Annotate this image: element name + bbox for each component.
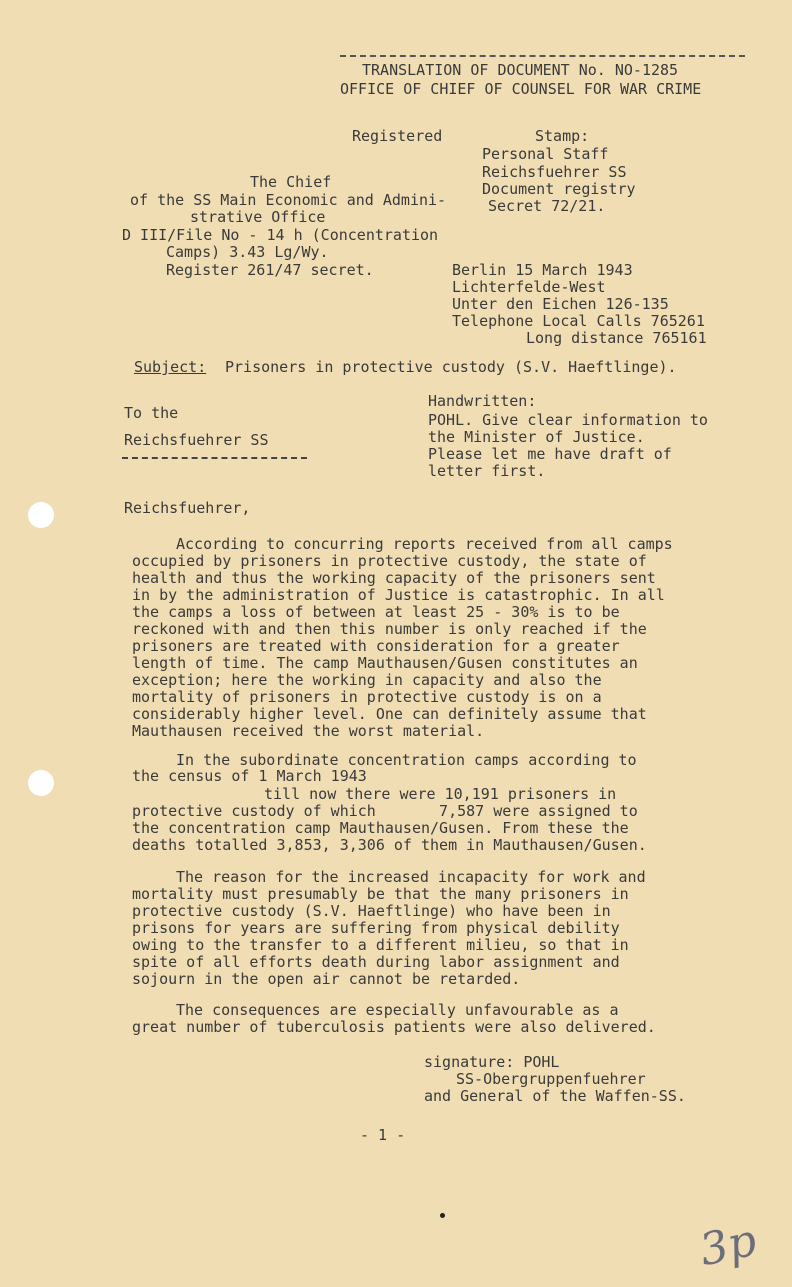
para4-line-2: great number of tuberculosis patients were also delivered.: [132, 1018, 656, 1036]
para1-line-6: reckoned with and then this number is only reached if the: [132, 620, 647, 638]
address-line-2: Lichterfelde-West: [452, 278, 606, 296]
para1-line-4: in by the administration of Justice is catastrophic. In all: [132, 586, 665, 604]
address-line-4: Telephone Local Calls 765261: [452, 312, 705, 330]
header-line-2: OFFICE OF CHIEF OF COUNSEL FOR WAR CRIME: [340, 80, 702, 98]
sender-line-6: Register 261/47 secret.: [166, 261, 374, 279]
para1-line-10: mortality of prisoners in protective custody is on a: [132, 688, 602, 706]
para2-line-5: the concentration camp Mauthausen/Gusen. From these the: [132, 819, 629, 837]
para1-line-11: considerably higher level. One can definitely assume that: [132, 705, 647, 723]
para3-line-1: The reason for the increased incapacity for work and: [176, 868, 646, 886]
para2-line-1: In the subordinate concentration camps according to: [176, 751, 637, 769]
punch-hole-top: [28, 502, 54, 528]
para1-line-7: prisoners are treated with consideration for a greater: [132, 637, 620, 655]
handwritten-line-5: letter first.: [428, 462, 546, 480]
para3-line-7: sojourn in the open air cannot be retarded.: [132, 970, 521, 988]
handwritten-pen-note: 3p: [695, 1214, 761, 1277]
para2-line-6: deaths totalled 3,853, 3,306 of them in Mauthausen/Gusen.: [132, 836, 647, 854]
address-line-5: Long distance 765161: [526, 329, 707, 347]
ink-dot: [440, 1213, 445, 1218]
para1-line-9: exception; here the working in capacity and also the: [132, 671, 602, 689]
recipient-rule: [122, 457, 307, 459]
handwritten-line-4: Please let me have draft of: [428, 445, 672, 463]
signature-line-3: and General of the Waffen-SS.: [424, 1087, 686, 1105]
signature-line-2: SS-Obergruppenfuehrer: [456, 1070, 646, 1088]
subject-text: Prisoners in protective custody (S.V. Haeftlinge).: [225, 358, 677, 376]
sender-line-4: D III/File No - 14 h (Concentration: [122, 226, 439, 244]
para2-line-4: protective custody of which 7,587 were assigned to: [132, 802, 638, 820]
para3-line-5: owing to the transfer to a different milieu, so that in: [132, 936, 629, 954]
signature-line-1: signature: POHL: [424, 1053, 560, 1071]
para3-line-3: protective custody (S.V. Haeftlinge) who have been in: [132, 902, 611, 920]
handwritten-line-2: POHL. Give clear information to: [428, 411, 708, 429]
header-line-1: TRANSLATION OF DOCUMENT No. NO-1285: [362, 61, 679, 79]
para1-line-1: According to concurring reports received from all camps: [176, 535, 673, 553]
sender-line-1: The Chief: [250, 173, 332, 191]
stamp-line-3: Reichsfuehrer SS: [482, 163, 627, 181]
para1-line-12: Mauthausen received the worst material.: [132, 722, 485, 740]
stamp-line-1: Stamp:: [535, 127, 590, 145]
recipient-line-2: Reichsfuehrer SS: [124, 431, 269, 449]
para2-line-3: till now there were 10,191 prisoners in: [264, 785, 617, 803]
header-rule-top: [340, 55, 745, 57]
sender-line-5: Camps) 3.43 Lg/Wy.: [166, 243, 329, 261]
salutation: Reichsfuehrer,: [124, 499, 251, 517]
page-number: - 1 -: [360, 1126, 406, 1144]
para3-line-2: mortality must presumably be that the many prisoners in: [132, 885, 629, 903]
handwritten-line-3: the Minister of Justice.: [428, 428, 645, 446]
sender-line-3: strative Office: [190, 208, 326, 226]
handwritten-line-1: Handwritten:: [428, 392, 537, 410]
para1-line-3: health and thus the working capacity of the prisoners sent: [132, 569, 656, 587]
para3-line-4: prisons for years are suffering from physical debility: [132, 919, 620, 937]
para4-line-1: The consequences are especially unfavourable as a: [176, 1001, 619, 1019]
para1-line-2: occupied by prisoners in protective custody, the state of: [132, 552, 647, 570]
para1-line-8: length of time. The camp Mauthausen/Gusen constitutes an: [132, 654, 638, 672]
address-line-1: Berlin 15 March 1943: [452, 261, 633, 279]
stamp-line-4: Document registry: [482, 180, 636, 198]
registered-label: Registered: [352, 127, 443, 145]
address-line-3: Unter den Eichen 126-135: [452, 295, 669, 313]
punch-hole-bottom: [28, 770, 54, 796]
stamp-line-5: Secret 72/21.: [488, 197, 606, 215]
para1-line-5: the camps a loss of between at least 25 - 30% is to be: [132, 603, 620, 621]
subject-label: Subject:: [134, 358, 207, 376]
para3-line-6: spite of all efforts death during labor assignment and: [132, 953, 620, 971]
para2-line-2: the census of 1 March 1943: [132, 767, 367, 785]
stamp-line-2: Personal Staff: [482, 145, 609, 163]
recipient-line-1: To the: [124, 404, 179, 422]
sender-line-2: of the SS Main Economic and Admini-: [130, 191, 447, 209]
